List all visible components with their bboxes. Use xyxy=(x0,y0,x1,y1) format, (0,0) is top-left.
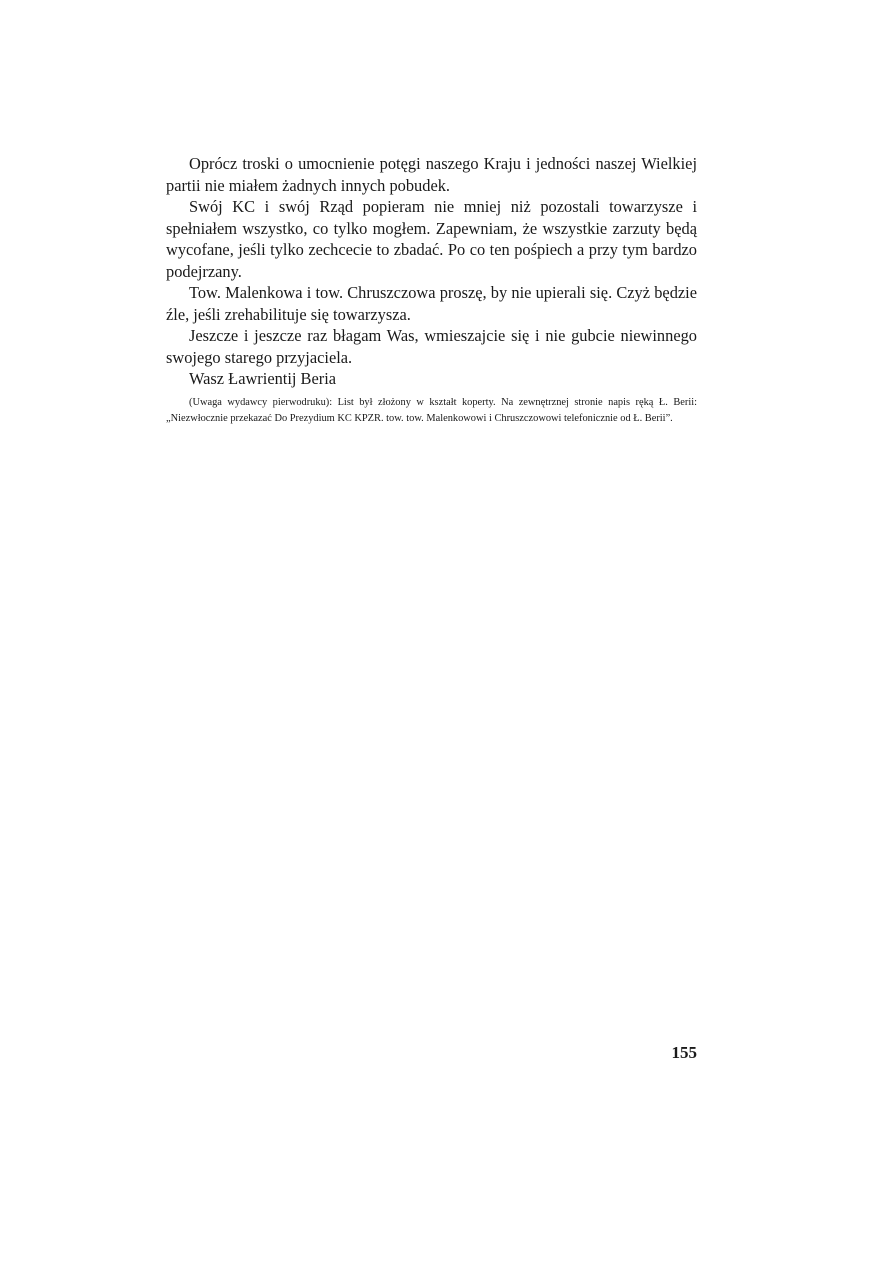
paragraph-1: Oprócz troski o umocnienie potęgi naszego Kraju i jedności naszej Wielkiej partii nie miałem żadnych innych pobudek. xyxy=(166,154,697,195)
paragraph-2: Swój KC i swój Rząd popieram nie mniej niż pozostali towarzysze i spełniałem wszystko, co tylko mogłem. Zapewniam, że wszystkie zarzuty będą wycofane, jeśli tylko zechcecie to zbadać. Po co ten pośpiech a przy tym bardzo podejrzany. xyxy=(166,197,697,281)
letter-body xyxy=(166,153,697,427)
paragraph-3: Tow. Malenkowa i tow. Chruszczowa proszę, by nie upierali się. Czyż będzie źle, jeśli zrehabilituje się towarzysza. xyxy=(166,283,697,324)
page-number: 155 xyxy=(671,1043,697,1062)
signature: Wasz Ławrientij Beria xyxy=(189,369,337,388)
paragraph-4: Jeszcze i jeszcze raz błagam Was, wmieszajcie się i nie gubcie niewinnego swojego starego przyjaciela. xyxy=(166,326,697,367)
editor-note: (Uwaga wydawcy pierwodruku): List był złożony w kształt koperty. Na zewnętrznej stronie napis ręką Ł. Berii: „Niezwłocznie przekazać Do Prezydium KC KPZR. tow. tow. Malenkowowi i Chruszczowowi telefonicznie od Ł. Berii”. xyxy=(166,396,697,424)
